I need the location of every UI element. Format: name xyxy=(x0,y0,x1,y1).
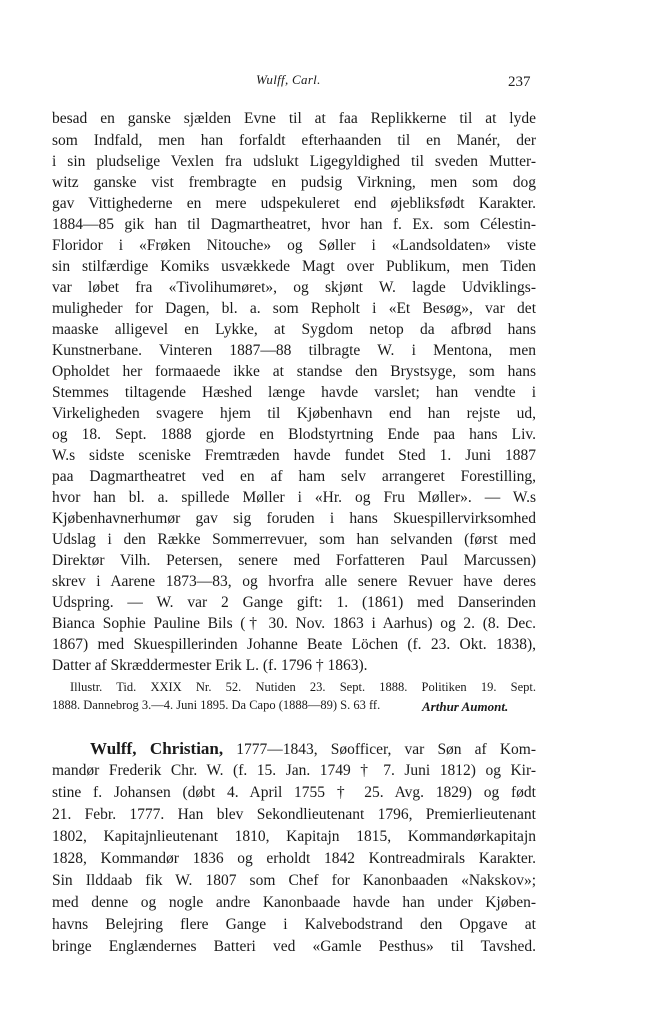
text-line: Datter af Skræddermester Erik L. (f. 1796 † 1863). xyxy=(52,657,368,674)
text-line: Kunstnerbane. Vinteren 1887—88 tilbragte W. i Mentona, men xyxy=(52,342,536,359)
reference-line: 1888. Dannebrog 3.—4. Juni 1895. Da Capo (1888—89) S. 63 ff. xyxy=(52,698,381,712)
text-line: Stemmes tiltagende Hæshed længe havde varslet; han vendte i xyxy=(52,384,536,401)
text-line: W.s sidste sceniske Fremtræden havde fundet Sted 1. Juni 1887 xyxy=(52,447,536,464)
text-line: 1802, Kapitajnlieutenant 1810, Kapitajn 1815, Kommandørkapitajn xyxy=(52,828,536,845)
text-line: Udspring. — W. var 2 Gange gift: 1. (1861) med Danserinden xyxy=(52,594,536,611)
text-line: witz ganske vist frembragte en pudsig Virkning, men som dog xyxy=(52,174,536,191)
text-line: med denne og nogle andre Kanonbaade havde han under Kjøben- xyxy=(52,894,536,911)
text-line: som Indfald, men han forfaldt efterhaanden til en Manér, der xyxy=(52,132,536,149)
text-line: 1828, Kommandør 1836 og erholdt 1842 Kontreadmirals Karakter. xyxy=(52,850,536,867)
text-line: hvor han bl. a. spillede Møller i «Hr. og Fru Møller». — W.s xyxy=(52,489,536,506)
text-line: Opholdet her formaaede ikke at standse den Brystsyge, som hans xyxy=(52,363,536,380)
text-line: 21. Febr. 1777. Han blev Sekondlieutenant 1796, Premierlieutenant xyxy=(52,806,536,823)
text-line: stine f. Johansen (døbt 4. April 1755 † 25. Avg. 1829) og født xyxy=(52,784,536,801)
text-line: Sin Ilddaab fik W. 1807 som Chef for Kanonbaaden «Nakskov»; xyxy=(52,872,536,889)
text-line: 1884—85 gik han til Dagmartheatret, hvor han f. Ex. som Célestin- xyxy=(52,216,536,233)
text-line: Direktør Vilh. Petersen, senere med Forfatteren Paul Marcussen) xyxy=(52,552,536,569)
text-line: i sin pludselige Vexlen fra udslukt Ligegyldighed til sveden Mutter- xyxy=(52,153,536,170)
text-line: Bianca Sophie Pauline Bils († 30. Nov. 1863 i Aarhus) og 2. (8. Dec. xyxy=(52,615,536,632)
text-line: Floridor i «Frøken Nitouche» og Søller i «Landsoldaten» viste xyxy=(52,237,536,254)
text-line: gav Vittighederne en mere udspekuleret end øjebliksfødt Karakter. xyxy=(52,195,536,212)
text-line: muligheder for Dagen, bl. a. som Repholt i «Et Besøg», var det xyxy=(52,300,536,317)
text-line: bringe Englændernes Batteri ved «Gamle Pesthus» til Tavshed. xyxy=(52,938,536,955)
text-line: og 18. Sept. 1888 gjorde en Blodstyrtning Ende paa hans Liv. xyxy=(52,426,536,443)
text-line: var løbet fra «Tivolihumøret», og skjønt W. lagde Udviklings- xyxy=(52,279,536,296)
text-line: maaske alligevel en Lykke, at Sygdom netop da afbrød hans xyxy=(52,321,536,338)
text-line: sin stilfærdige Komiks usvækkede Magt over Publikum, men Tiden xyxy=(52,258,536,275)
text-line: Virkeligheden svagere hjem til Kjøbenhavn end han rejste ud, xyxy=(52,405,536,422)
text-line: 1867) med Skuespillerinden Johanne Beate Löchen (f. 23. Okt. 1838), xyxy=(52,636,536,653)
text-line: havns Belejring flere Gange i Kalvebodstrand den Opgave at xyxy=(52,916,536,933)
text-line: Kjøbenhavnerhumør gav sig foruden i hans Skuespillervirksomhed xyxy=(52,510,536,527)
text-line: Udslag i den Række Sommerrevuer, som han selvanden (først med xyxy=(52,531,536,548)
entry-heading: Wulff, Christian, xyxy=(90,739,224,758)
text-line: besad en ganske sjælden Evne til at faa Replikkerne til at lyde xyxy=(52,110,536,127)
reference-line: Illustr. Tid. XXIX Nr. 52. Nutiden 23. Sept. 1888. Politiken 19. Sept. xyxy=(70,680,536,694)
text-line: skrev i Aarene 1873—83, og hvorfra alle senere Revuer have deres xyxy=(52,573,536,590)
running-title: Wulff, Carl. xyxy=(256,72,321,87)
entry-heading-rest: 1777—1843, Søofficer, var Søn af Kom- xyxy=(223,741,537,758)
text-line: mandør Frederik Chr. W. (f. 15. Jan. 1749 † 7. Juni 1812) og Kir- xyxy=(52,762,536,779)
author-signature: Arthur Aumont. xyxy=(422,699,509,714)
text-line: paa Dagmartheatret ved en af ham selv arrangeret Forestilling, xyxy=(52,468,536,485)
page-number: 237 xyxy=(508,74,531,90)
entry-first-line xyxy=(90,738,536,760)
